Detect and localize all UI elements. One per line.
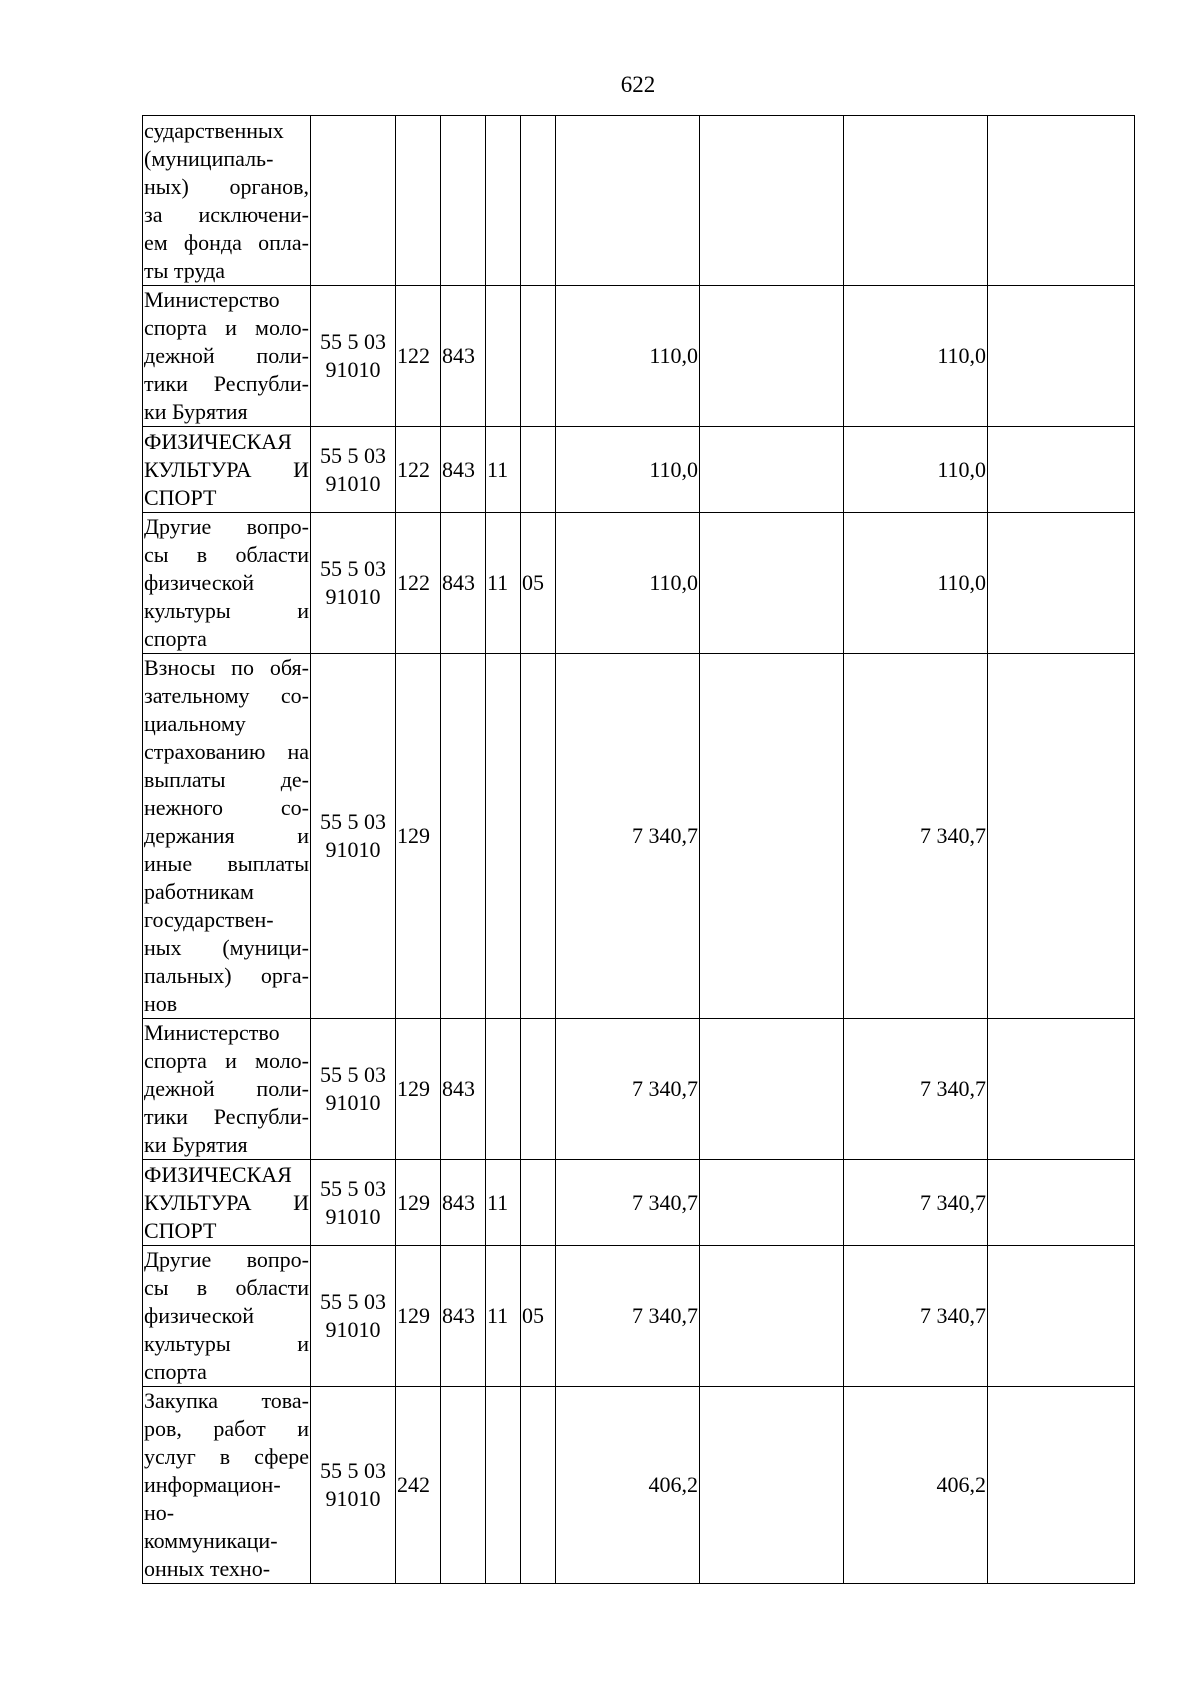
expense-type-code: 242 [396,1387,441,1584]
code-line: 91010 [325,1090,381,1115]
row-name-cell [143,1246,311,1387]
row-name-line: дежной поли- [144,1076,309,1101]
row-name-line: страхованию на [144,739,309,764]
row-name-line: информацион- [144,1472,281,1497]
row-name-line: пальных) орга- [144,963,309,988]
row-name-line: физической [144,1303,254,1328]
amount-cell: 7 340,7 [844,1246,988,1387]
table-row [143,116,1135,286]
amount-cell [700,654,844,1019]
amount-cell [988,654,1135,1019]
amount-cell [700,1160,844,1246]
subsection-code [521,1019,556,1160]
row-name-line: культуры и [144,1331,309,1356]
amount-cell [700,1019,844,1160]
row-name-cell [143,513,311,654]
table-row [143,1246,1135,1387]
amount-cell [844,116,988,286]
subsection-code [521,654,556,1019]
amount-cell [988,513,1135,654]
row-name-line: физической [144,570,254,595]
row-name-line: зательному со- [144,683,309,708]
target-article-code [311,654,396,1019]
expense-type-code: 129 [396,1019,441,1160]
amount-cell: 110,0 [556,286,700,427]
row-name-line: спорта [144,626,207,651]
section-code [486,286,521,427]
row-name-cell [143,286,311,427]
page-number: 622 [620,72,656,97]
row-name-line: Другие вопро- [144,514,309,539]
amount-cell [988,1387,1135,1584]
section-code [486,1387,521,1584]
amount-cell [700,513,844,654]
amount-cell: 7 340,7 [556,1246,700,1387]
amount-cell [988,116,1135,286]
section-code: 11 [486,427,521,513]
ministry-code: 843 [441,427,486,513]
ministry-code: 843 [441,1160,486,1246]
subsection-code: 05 [521,1246,556,1387]
ministry-code [441,1387,486,1584]
subsection-code [521,116,556,286]
subsection-code: 05 [521,513,556,654]
ministry-code [441,654,486,1019]
table-body [143,116,1135,1584]
row-name-line: но- [144,1500,175,1525]
code-line: 91010 [325,837,381,862]
row-name-line: СПОРТ [144,1217,217,1243]
amount-cell: 7 340,7 [844,654,988,1019]
expense-type-code: 129 [396,1160,441,1246]
amount-cell: 7 340,7 [556,1160,700,1246]
row-name-line: онных техно- [144,1556,271,1581]
target-article-code [311,513,396,654]
row-name-line: КУЛЬТУРА И [144,456,309,482]
target-article-code [311,1387,396,1584]
row-name-cell [143,1160,311,1246]
row-name-cell [143,1019,311,1160]
amount-cell [700,116,844,286]
code-line: 91010 [325,1486,381,1511]
target-article-code [311,1246,396,1387]
table-row [143,1019,1135,1160]
amount-cell: 406,2 [844,1387,988,1584]
amount-cell [988,1246,1135,1387]
table-row [143,513,1135,654]
row-name-line: выплаты де- [144,767,309,792]
amount-cell: 406,2 [556,1387,700,1584]
amount-cell: 110,0 [556,427,700,513]
subsection-code [521,1387,556,1584]
code-line: 91010 [325,357,381,382]
row-name-line: иные выплаты [144,851,309,876]
expense-type-code: 122 [396,427,441,513]
ministry-code: 843 [441,513,486,654]
row-name-line: ем фонда опла- [144,229,309,255]
section-code: 11 [486,1246,521,1387]
row-name-line: держания и [144,823,309,848]
section-code [486,654,521,1019]
row-name-line: тики Республи- [144,371,309,396]
row-name-line: сы в области [144,1275,309,1300]
amount-cell [700,427,844,513]
code-line: 91010 [325,470,381,496]
amount-cell: 7 340,7 [844,1019,988,1160]
code-line: 55 5 03 [320,809,386,834]
table-row [143,1387,1135,1584]
row-name-line: спорта [144,1359,207,1384]
expense-type-code: 122 [396,286,441,427]
code-line: 55 5 03 [320,329,386,354]
row-name-line: ров, работ и [144,1416,309,1441]
row-name-line: нежного со- [144,795,309,820]
row-name-line: дежной поли- [144,343,309,368]
row-name-cell [143,427,311,513]
table-row [143,654,1135,1019]
code-line: 91010 [325,584,381,609]
row-name-line: ных (муници- [144,935,309,960]
table-row [143,1160,1135,1246]
subsection-code [521,427,556,513]
table-row [143,427,1135,513]
target-article-code [311,286,396,427]
section-code: 11 [486,513,521,654]
amount-cell: 110,0 [844,427,988,513]
ministry-code: 843 [441,286,486,427]
row-name-line: Министерство [144,287,280,312]
code-line: 55 5 03 [320,1458,386,1483]
code-line: 55 5 03 [320,556,386,581]
row-name-line: ты труда [144,257,226,283]
amount-cell [700,286,844,427]
code-line: 55 5 03 [320,1289,386,1314]
row-name-line: ФИЗИЧЕСКАЯ [144,1161,292,1187]
row-name-line: СПОРТ [144,484,217,510]
row-name-line: коммуникаци- [144,1528,278,1553]
row-name-cell [143,1387,311,1584]
code-line: 55 5 03 [320,442,386,468]
amount-cell: 7 340,7 [844,1160,988,1246]
amount-cell: 110,0 [556,513,700,654]
code-line: 55 5 03 [320,1062,386,1087]
expense-type-code [396,116,441,286]
row-name-line: Министерство [144,1020,280,1045]
amount-cell [700,1246,844,1387]
ministry-code: 843 [441,1019,486,1160]
row-name-line: работникам [144,879,254,904]
row-name-line: культуры и [144,598,309,623]
amount-cell [556,116,700,286]
row-name-line: государствен- [144,907,274,932]
code-line: 91010 [325,1317,381,1342]
expense-type-code: 122 [396,513,441,654]
budget-table [142,115,1135,1584]
expense-type-code: 129 [396,654,441,1019]
row-name-line: тики Республи- [144,1104,309,1129]
row-name-line: ных) органов, [144,173,309,199]
ministry-code [441,116,486,286]
row-name-line: Взносы по обя- [144,655,309,680]
amount-cell [988,286,1135,427]
row-name-line: нов [144,991,178,1016]
amount-cell: 7 340,7 [556,1019,700,1160]
section-code [486,1019,521,1160]
ministry-code: 843 [441,1246,486,1387]
section-code: 11 [486,1160,521,1246]
subsection-code [521,286,556,427]
row-name-line: услуг в сфере [144,1444,309,1469]
subsection-code [521,1160,556,1246]
amount-cell: 110,0 [844,513,988,654]
row-name-line: ки Бурятия [144,399,248,424]
amount-cell [988,427,1135,513]
row-name-cell [143,654,311,1019]
row-name-line: Другие вопро- [144,1247,309,1272]
row-name-line: спорта и моло- [144,1048,309,1073]
amount-cell: 110,0 [844,286,988,427]
row-name-line: спорта и моло- [144,315,309,340]
table-row [143,286,1135,427]
target-article-code [311,1019,396,1160]
target-article-code [311,1160,396,1246]
amount-cell [988,1160,1135,1246]
row-name-line: сы в области [144,542,309,567]
code-line: 55 5 03 [320,1175,386,1201]
expense-type-code: 129 [396,1246,441,1387]
target-article-code [311,427,396,513]
row-name-line: (муниципаль- [144,145,274,171]
row-name-line: сударственных [144,117,284,143]
target-article-code [311,116,396,286]
row-name-cell [143,116,311,286]
amount-cell [988,1019,1135,1160]
code-line: 91010 [325,1203,381,1229]
row-name-line: КУЛЬТУРА И [144,1189,309,1215]
row-name-line: ки Бурятия [144,1132,248,1157]
row-name-line: ФИЗИЧЕСКАЯ [144,428,292,454]
section-code [486,116,521,286]
amount-cell [700,1387,844,1584]
amount-cell: 7 340,7 [556,654,700,1019]
row-name-line: Закупка това- [144,1388,309,1413]
row-name-line: за исключени- [144,201,309,227]
row-name-line: циальному [144,711,246,736]
